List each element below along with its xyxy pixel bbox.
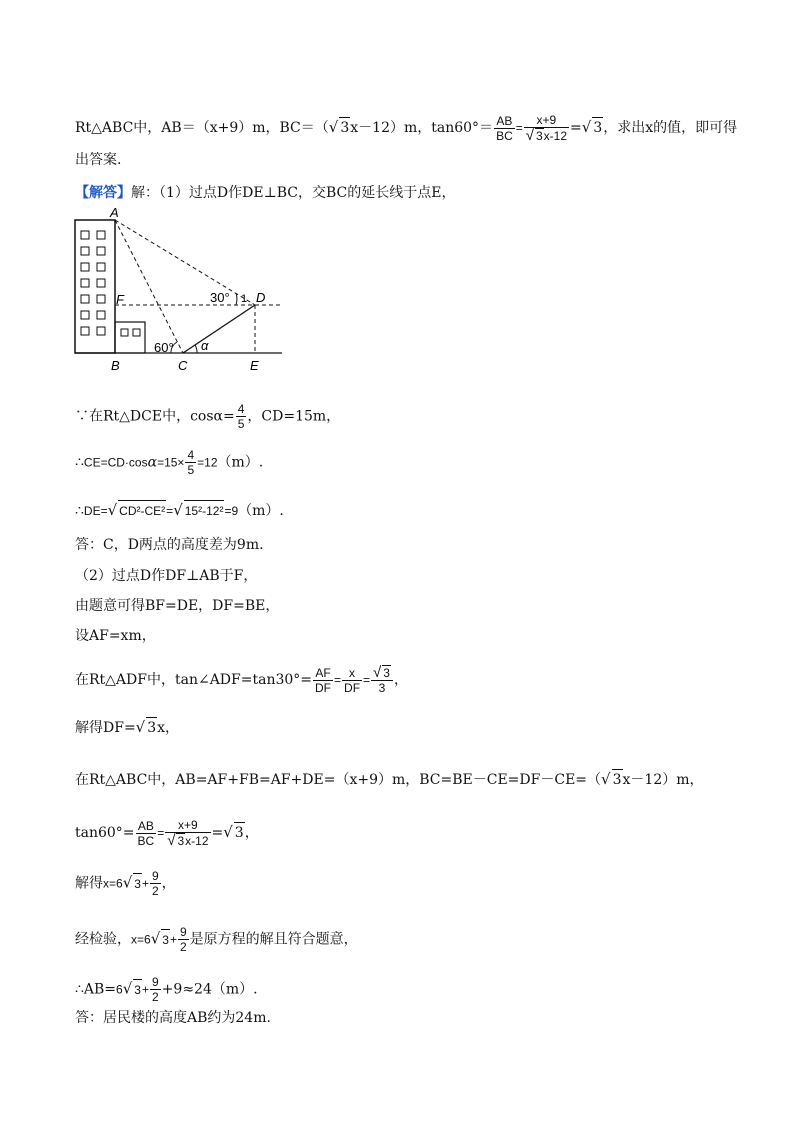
equals: = xyxy=(211,825,224,841)
fraction-x-df xyxy=(342,666,362,695)
annex xyxy=(115,322,145,353)
step-text: x－12）m， xyxy=(622,772,704,788)
geometry-figure xyxy=(70,205,290,375)
radicand: 15²-12² xyxy=(184,500,225,521)
angle-30-arc xyxy=(236,293,237,305)
alpha: α xyxy=(147,454,158,471)
final-answer: 答：居民楼的高度AB约为24m. xyxy=(75,1010,271,1026)
denominator: BC xyxy=(496,128,513,143)
step-text: 在Rt△ABC中，AB=AF+FB=AF+DE=（x+9）m，BC=BE－CE=DF－CE=（ xyxy=(75,772,602,788)
step-text: 是原方程的解且符合题意， xyxy=(189,931,358,948)
answer-label: 【解答】 xyxy=(75,185,131,201)
angle-1-label: 1 xyxy=(241,293,248,305)
step-text: ， xyxy=(393,672,408,688)
line-cd xyxy=(183,305,255,353)
answer-text: 解：（1）过点D作DE⊥BC，交BC的延长线于点E， xyxy=(131,185,456,201)
step-df xyxy=(75,717,179,738)
radicand: 3 xyxy=(161,929,170,950)
den-tail: x-12 xyxy=(543,129,568,143)
den-tail: x-12 xyxy=(185,834,209,848)
fraction-ab-bc xyxy=(136,819,157,848)
step-de xyxy=(75,500,284,521)
step-text: tan60°= xyxy=(75,825,135,841)
fraction-9-2 xyxy=(150,869,161,898)
sqrt-symbol: √ xyxy=(223,823,233,841)
radicand: CD²-CE² xyxy=(118,500,166,521)
answer-1: 答：C，D两点的高度差为9m. xyxy=(75,537,264,553)
unit: （m）. xyxy=(238,503,284,519)
denominator: 2 xyxy=(152,990,159,1004)
given: 由题意可得BF=DE，DF=BE， xyxy=(75,598,280,614)
denominator: DF xyxy=(344,680,361,695)
denominator: 2 xyxy=(151,884,159,898)
numerator: 4 xyxy=(187,448,195,462)
denominator: 5 xyxy=(187,463,195,477)
step-text: ， xyxy=(244,825,259,841)
numerator: 9 xyxy=(151,869,159,883)
hint-text: x－12）m，tan60°＝ xyxy=(350,120,494,136)
numerator: √ 3 xyxy=(371,665,393,681)
numerator: 9 xyxy=(179,925,187,939)
angle-30-label: 30° xyxy=(210,290,230,305)
expr: = xyxy=(166,504,174,518)
denominator: 2 xyxy=(179,940,187,954)
label-c: C xyxy=(178,358,188,373)
fraction-4-5 xyxy=(236,402,247,431)
hint-text: Rt△ABC中，AB＝（x+9）m，BC＝（ xyxy=(75,120,329,136)
fraction-x9 xyxy=(524,113,569,143)
step-cos xyxy=(75,402,340,431)
let-af: 设AF=xm， xyxy=(75,628,156,644)
unit: （m）. xyxy=(217,454,264,471)
sqrt-symbol: √ xyxy=(122,873,133,892)
fraction-9-2 xyxy=(178,925,189,954)
sqrt-symbol: √ xyxy=(601,770,611,788)
sqrt-symbol: √ xyxy=(150,929,161,948)
radicand: 3 xyxy=(535,129,543,143)
step-text: 经检验， xyxy=(75,931,131,948)
sqrt-symbol: √ xyxy=(581,118,592,136)
hint-line-1 xyxy=(75,113,737,143)
label-b: B xyxy=(111,358,120,373)
line-ac xyxy=(115,220,183,353)
sqrt-symbol: √ xyxy=(173,501,183,519)
denominator: 3 xyxy=(378,681,386,695)
denominator: 5 xyxy=(237,417,245,431)
label-e: E xyxy=(250,358,259,373)
part-2: （2）过点D作DF⊥AB于F， xyxy=(75,568,258,584)
denominator: BC xyxy=(137,833,155,848)
fraction-ab-bc xyxy=(494,114,515,143)
denominator: DF xyxy=(315,680,332,695)
step-check xyxy=(75,925,358,954)
radicand: 3 xyxy=(146,717,157,738)
angle-60-label: 60° xyxy=(154,340,174,355)
sqrt-symbol: √ xyxy=(525,127,534,144)
hint-text: ，求出x的值，即可得 xyxy=(603,120,738,136)
therefore: ∴ xyxy=(75,454,84,471)
fraction-9-2 xyxy=(150,975,161,1004)
step-text: ∴AB= xyxy=(75,981,117,998)
expr: CE=CD·cos xyxy=(83,455,148,470)
step-text: 在Rt△ADF中，tan∠ADF=tan30°= xyxy=(75,672,313,688)
plus: + xyxy=(141,982,149,997)
label-f: F xyxy=(116,292,124,307)
angle-alpha-arc xyxy=(195,345,197,353)
expr: =12 xyxy=(197,455,218,470)
step-tan60: tan60°= $\frac{AB}{BC}$ = $\frac{x+9}{√ 3x-12}$ =√ 3， xyxy=(75,818,259,849)
radicand: 3 xyxy=(133,873,142,894)
fraction-4-5 xyxy=(185,448,196,477)
step-text: ，CD=15m， xyxy=(247,408,341,425)
answer-header xyxy=(75,183,455,203)
sqrt-symbol: √ xyxy=(122,979,133,998)
radicand: 3 xyxy=(177,834,185,848)
numerator: AB xyxy=(136,819,157,834)
step-text: ， xyxy=(161,875,176,892)
windows xyxy=(81,231,140,336)
equals: = xyxy=(515,121,523,135)
step-text: 解得DF= xyxy=(75,720,136,736)
numerator: 4 xyxy=(237,402,245,416)
radicand: 3 xyxy=(612,769,623,790)
sqrt-symbol: √ xyxy=(135,718,146,736)
hint-line-2: 出答案. xyxy=(75,152,122,168)
expr: =9 xyxy=(224,504,239,518)
numerator: x+9 xyxy=(165,818,210,833)
denominator xyxy=(524,128,569,143)
step-ab-result xyxy=(75,975,258,1004)
step-solve-x xyxy=(75,869,176,898)
fraction-af-df xyxy=(313,666,333,695)
denominator: √ 3x-12 xyxy=(167,832,209,849)
expr: x=6 xyxy=(103,876,123,891)
radicand: 3 xyxy=(339,117,350,138)
step-text: +9≈24（m）. xyxy=(161,981,258,998)
step-text: x， xyxy=(157,720,180,736)
step-text: ∵在Rt△DCE中，cosα= xyxy=(75,408,235,425)
plus: + xyxy=(141,876,149,891)
expr: 6 xyxy=(116,982,123,997)
sqrt-symbol: √ xyxy=(107,501,118,519)
radicand: 3 xyxy=(234,822,245,843)
expr: DE= xyxy=(83,504,108,518)
expr: x=6 xyxy=(131,932,151,947)
alpha-label: α xyxy=(201,338,209,353)
step-rt-abc xyxy=(75,769,704,790)
step-tan30: 在Rt△ADF中，tan∠ADF=tan30°= $\frac{AF}{DF}$ = $\frac{x}{DF}$ = $\frac{√ 3}{3}$ ， xyxy=(75,664,408,695)
equals: = xyxy=(570,120,582,136)
step-ce xyxy=(75,448,263,477)
numerator: AB xyxy=(494,114,515,129)
numerator: x xyxy=(342,666,362,681)
label-d: D xyxy=(256,290,266,305)
radicand: 3 xyxy=(383,666,390,680)
sqrt-symbol: √ xyxy=(328,118,339,136)
numerator: 9 xyxy=(152,975,159,989)
radicand: 3 xyxy=(133,979,142,1000)
expr: =15× xyxy=(157,455,185,470)
label-a: A xyxy=(110,205,119,220)
fraction-sqrt3-3 xyxy=(371,665,393,695)
numerator: x+9 xyxy=(524,113,569,128)
radicand: 3 xyxy=(592,117,603,138)
numerator: AF xyxy=(313,666,333,681)
line-ad xyxy=(115,220,255,305)
plus: + xyxy=(169,932,177,947)
therefore: ∴ xyxy=(75,503,84,519)
fraction-x9 xyxy=(165,818,210,848)
step-text: 解得 xyxy=(75,875,103,892)
